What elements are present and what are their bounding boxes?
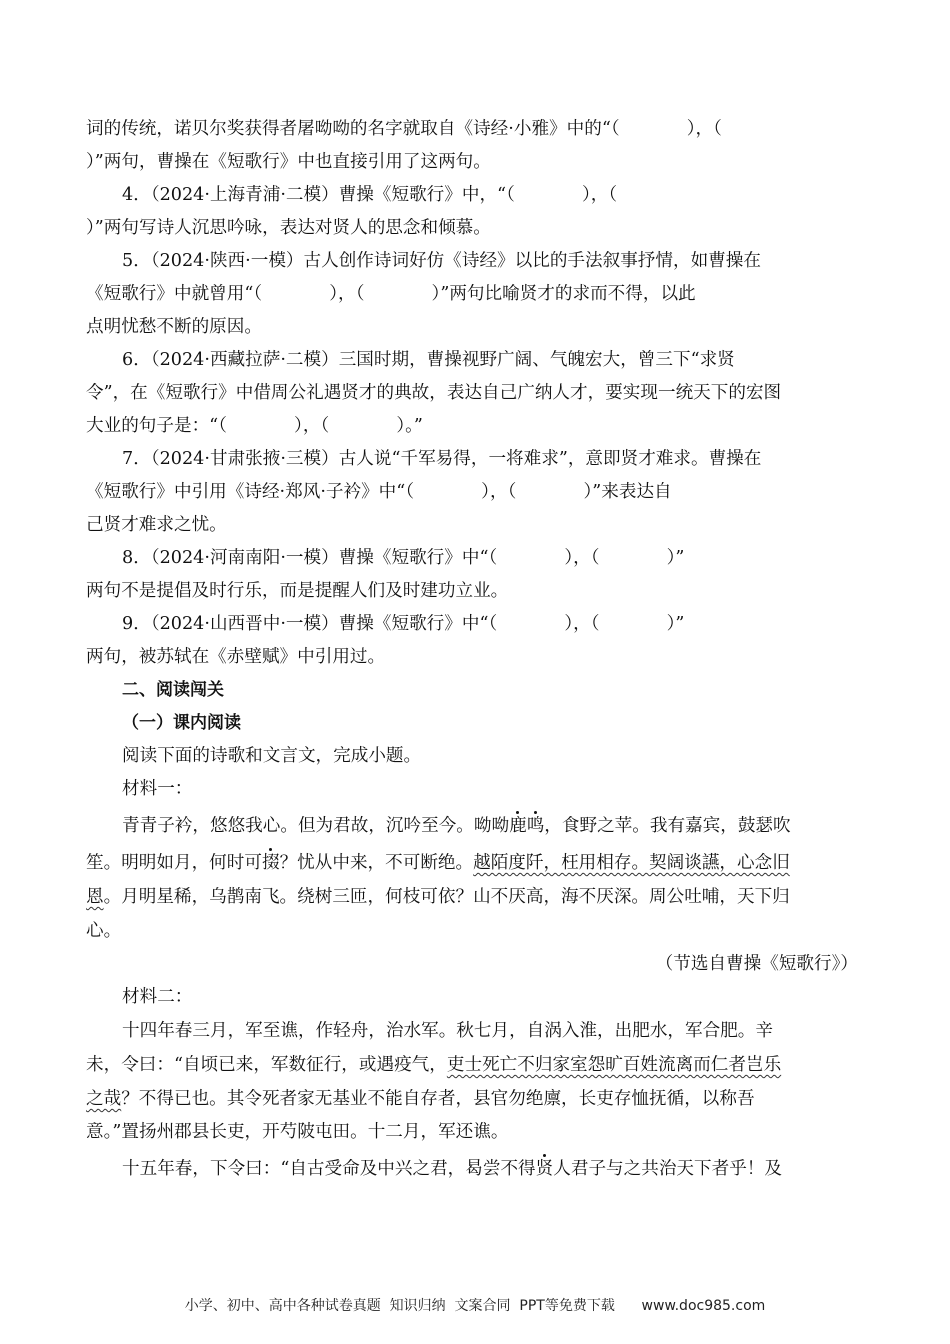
subsection-heading: （一）课内阅读	[122, 713, 241, 733]
poem-line	[86, 886, 790, 908]
text-line	[86, 1054, 781, 1076]
poem-line	[86, 852, 790, 874]
text-span: 未，令曰：“自顷已来，军数征行，或遇疫气，	[86, 1055, 447, 1075]
question-9: 9．（2024·山西晋中·一模）曹操《短歌行》中“（ ），（ ）”	[122, 614, 685, 634]
text-line: 十四年春三月，军至谯，作轻舟，治水军。秋七月，自涡入淮，出肥水，军合肥。辛	[122, 1021, 773, 1041]
text-line: 《短歌行》中就曾用“（ ），（ ）”两句比喻贤才的求而不得，以此	[86, 284, 696, 304]
question-6: 6．（2024·西藏拉萨·二模）三国时期，曹操视野广阔、气魄宏大，曾三下“求贤	[122, 350, 735, 370]
question-5: 5．（2024·陕西·一模）古人创作诗词好仿《诗经》以比的手法叙事抒情，如曹操在	[122, 251, 761, 271]
text-span: ？忧从中来，不可断绝。	[279, 853, 474, 873]
question-8: 8．（2024·河南南阳·一模）曹操《短歌行》中“（ ），（ ）”	[122, 548, 685, 568]
text-span: ？不得已也。其令死者家无基业不能自存者，县官勿绝廪，长吏存恤抚循，以称吾	[121, 1089, 755, 1109]
text-span: 十五年春，下令曰：“自古受命及中兴之君，曷尝不得	[122, 1159, 536, 1179]
text-line: 两句，被苏轼在《赤壁赋》中引用过。	[86, 647, 386, 667]
text-line: 《短歌行》中引用《诗经·郑风·子衿》中“（ ），（ ）”来表达自	[86, 482, 672, 502]
material-label: 材料二：	[122, 987, 193, 1007]
wavy-underlined-text: 越陌度阡，枉用相存。契阔谈讌，心念旧	[473, 853, 790, 873]
page-footer: 小学、初中、高中各种试卷真题 知识归纳 文案合同 PPT等免费下载 www.doc985.com	[184, 1298, 766, 1314]
dotted-char: 掇	[261, 853, 280, 873]
text-span: 人君子与之共治天下者乎！及	[553, 1159, 782, 1179]
source-note: （节选自曹操《短歌行》）	[655, 954, 858, 974]
poem-line	[122, 815, 791, 837]
section-heading: 二、阅读闯关	[122, 680, 224, 700]
text-line: 己贤才难求之忧。	[86, 515, 227, 535]
text-line: 词的传统，诺贝尔奖获得者屠呦呦的名字就取自《诗经·小雅》中的“（ ），（	[86, 119, 722, 139]
text-span: 笙。明明如月，何时可	[86, 853, 262, 873]
dotted-char: 鸣	[526, 816, 545, 836]
wavy-underlined-text: 吏士死亡不归家室怨旷百姓流离而仁者岂乐	[446, 1055, 782, 1075]
text-span: 青青子衿，悠悠我心。但为君故，沉吟至今。呦呦	[122, 816, 510, 836]
material-label: 材料一：	[122, 779, 193, 799]
text-line: 大业的句子是：“（ ），（ ）。”	[86, 416, 423, 436]
dotted-char: 鹿	[509, 816, 527, 836]
text-line: 令”，在《短歌行》中借周公礼遇贤才的典故，表达自己广纳人才，要实现一统天下的宏图	[86, 383, 782, 403]
wavy-underlined-text: 恩	[86, 887, 104, 907]
text-line: 点明忧愁不断的原因。	[86, 317, 262, 337]
wavy-underlined-text: 之哉	[86, 1089, 122, 1109]
text-line: 两句不是提倡及时行乐，而是提醒人们及时建功立业。	[86, 581, 509, 601]
text-line: ）”两句写诗人沉思吟咏，表达对贤人的思念和倾慕。	[86, 218, 491, 238]
text-line: ）”两句，曹操在《短歌行》中也直接引用了这两句。	[86, 152, 491, 172]
text-line: 意。”置扬州郡县长吏，开芍陂屯田。十二月，军还谯。	[86, 1122, 509, 1142]
poem-line: 心。	[86, 921, 122, 941]
dotted-char: 贤	[535, 1159, 554, 1179]
text-span: ，食野之苹。我有嘉宾，鼓瑟吹	[544, 816, 791, 836]
question-4: 4．（2024·上海青浦·二模）曹操《短歌行》中，“（ ），（	[122, 185, 618, 205]
text-line	[86, 1088, 755, 1110]
text-span: 。月明星稀，乌鹊南飞。绕树三匝，何枝可依？山不厌高，海不厌深。周公吐哺，天下归	[103, 887, 790, 907]
question-7: 7．（2024·甘肃张掖·三模）古人说“千军易得，一将难求”，意即贤才难求。曹操在	[122, 449, 762, 469]
instruction: 阅读下面的诗歌和文言文，完成小题。	[122, 746, 422, 766]
text-line	[122, 1158, 782, 1180]
